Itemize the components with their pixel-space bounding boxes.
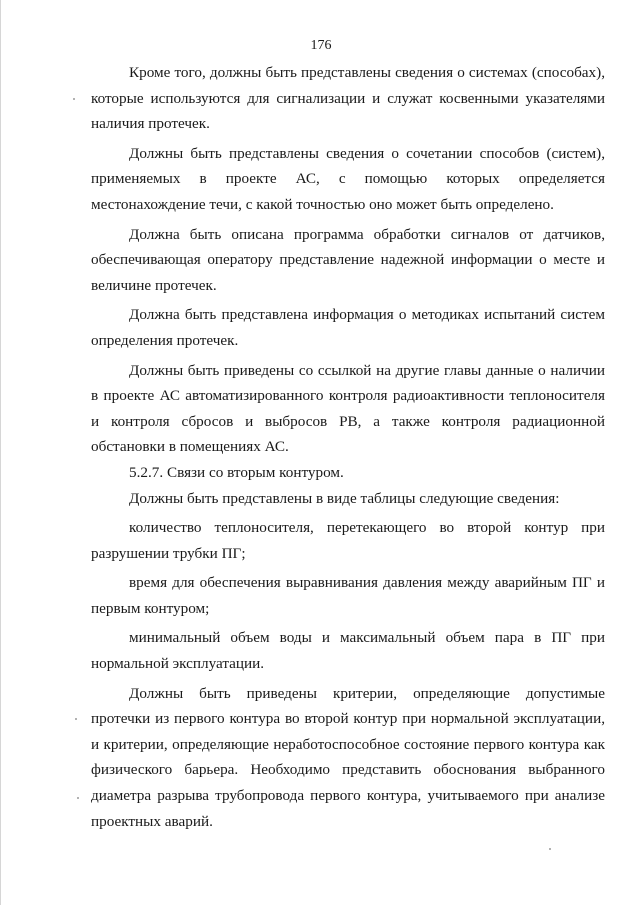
paragraph-radioactivity-control: Должны быть приведены со ссылкой на другие главы данные о наличии в проекте АС автоматизированного контроля радиоактивности теплоносителя и контроля сбросов и выбросов РВ, а также контроля радиационной обстановки в помещениях АС.: [91, 361, 605, 456]
paragraph-leak-location: Должны быть представлены сведения о сочетании способов (систем), применяемых в проекте АС, с помощью которых определяется местонахождение течи, с какой точностью оно может быть определено.: [91, 144, 605, 213]
list-item-coolant-quantity: количество теплоносителя, перетекающего во второй контур при разрушении трубки ПГ;: [91, 519, 605, 562]
scan-speck: [77, 797, 79, 799]
scan-speck: [73, 98, 75, 100]
section-heading-5-2-7: 5.2.7. Связи со вторым контуром.: [129, 463, 344, 481]
list-item-water-steam-volume: минимальный объем воды и максимальный объем пара в ПГ при нормальной эксплуатации.: [91, 629, 605, 673]
paragraph-test-methods: Должна быть представлена информация о методиках испытаний систем определения протечек.: [91, 306, 605, 349]
paragraph-leak-criteria: Должны быть приведены критерии, определяющие допустимые протечки из первого контура во второй контур при нормальной эксплуатации, и критерии, определяющие неработоспособное состояние первого контура как физического барьера. Необходимо представить обоснования выбранного диаметра разрыва трубопровода первого контура, учитываемого при анализе проектных аварий.: [91, 684, 605, 830]
scan-speck: [549, 848, 551, 850]
list-item-pressure-equalization-time: время для обеспечения выравнивания давления между аварийным ПГ и первым контуром;: [91, 574, 605, 617]
page-number: 176: [310, 38, 332, 53]
paragraph-table-intro: Должны быть представлены в виде таблицы следующие сведения:: [129, 489, 560, 507]
body-text: [91, 60, 605, 834]
paragraph-signal-processing: Должна быть описана программа обработки сигналов от датчиков, обеспечивающая оператору представление надежной информации о месте и величине протечек.: [91, 225, 605, 294]
scan-speck: [75, 718, 77, 720]
paragraph-leak-signaling: Кроме того, должны быть представлены сведения о системах (способах), которые используются для сигнализации и служат косвенными указателями наличия протечек.: [91, 64, 605, 133]
